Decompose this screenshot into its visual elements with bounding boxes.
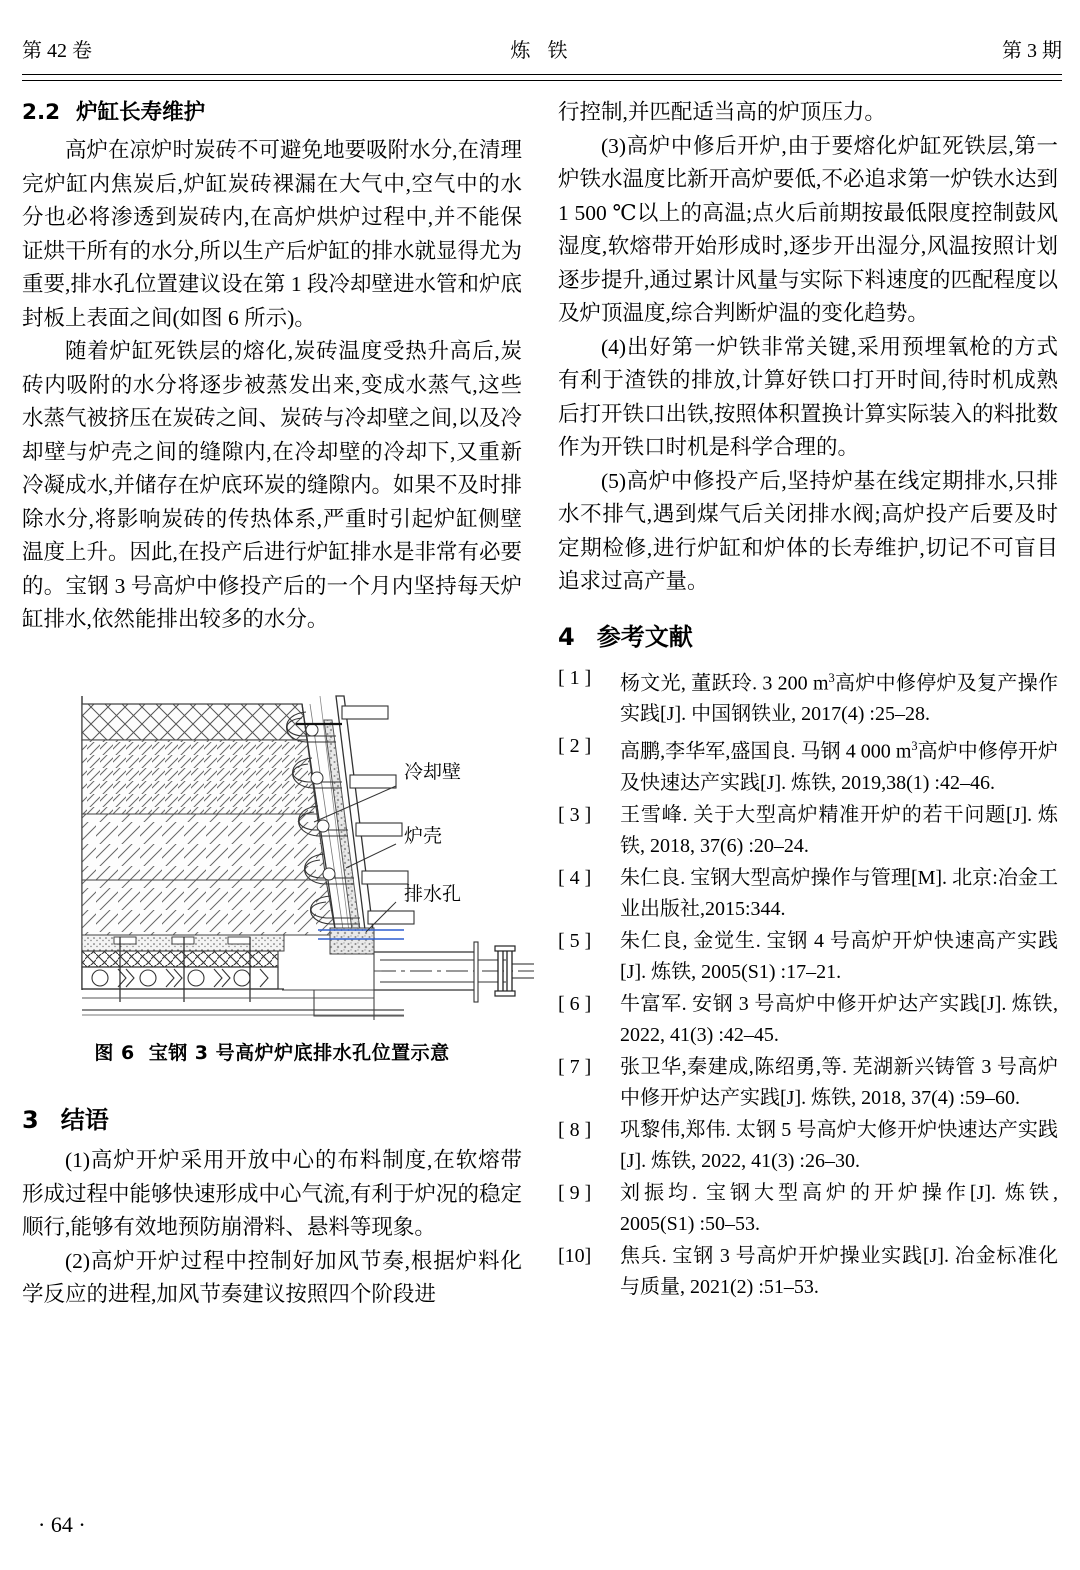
reference-tag: [ 2 ]: [558, 735, 592, 758]
conclusion-1: (1)高炉开炉采用开放中心的布料制度,在软熔带形成过程中能够快速形成中心气流,有利于炉况的稳定顺行,能够有效地预防崩滑料、悬料等现象。: [22, 1148, 522, 1239]
conclusion-2: (2)高炉开炉过程中控制好加风节奏,根据炉料化学反应的进程,加风节奏建议按照四个阶段进: [22, 1248, 522, 1306]
reference-item: [558, 1052, 1058, 1114]
reference-tag: [10]: [558, 1244, 592, 1267]
conclusion-5: (5)高炉中修投产后,坚持炉基在线定期排水,只排水不排气,遇到煤气后关闭排水阀;高炉投产后要及时定期检修,进行炉缸和炉体的长寿维护,切记不可盲目追求过高产量。: [558, 468, 1058, 593]
header-divider: [22, 74, 1062, 81]
figure-6: [22, 690, 522, 1065]
paragraph-2: 随着炉缸死铁层的熔化,炭砖温度受热升高后,炭砖内吸附的水分将逐步被蒸发出来,变成水蒸气,这些水蒸气被挤压在炭砖之间、炭砖与冷却壁之间,以及冷却壁与炉壳之间的缝隙内,在冷却壁的冷却下,又重新冷凝成水,并储存在炉底环炭的缝隙内。如果不及时排除水分,将影响炭砖的传热体系,严重时引起炉缸侧壁温度上升。因此,在投产后进行炉缸排水是非常有必要的。宝钢 3 号高炉中修投产后的一个月内坚持每天炉缸排水,依然能排出较多的水分。: [22, 339, 522, 631]
reference-item: [558, 1241, 1058, 1303]
reference-text-a: 焦兵. 宝钢 3 号高炉开炉操业实践[J]. 冶金标准化与质量, 2021(2) :51–53.: [620, 1244, 1058, 1298]
reference-item: [558, 989, 1058, 1051]
reference-item: [558, 926, 1058, 988]
figure-6-caption: [22, 1038, 522, 1065]
reference-tag: [ 4 ]: [558, 866, 592, 889]
section-heading-4: [558, 617, 1058, 657]
reference-text-a: 朱仁良, 金觉生. 宝钢 4 号高炉开炉快速高产实践[J]. 炼铁, 2005(S1) :17–21.: [620, 929, 1058, 983]
reference-tag: [ 8 ]: [558, 1118, 592, 1141]
issue-label: 第 3 期: [1002, 40, 1062, 62]
section-heading-3: [22, 1100, 522, 1140]
reference-text-b: 高炉中修停炉及复产操作实践[J]. 中国钢铁业, 2017(4) :25–28.: [620, 672, 1058, 726]
conclusion-4: (4)出好第一炉铁非常关键,采用预埋氧枪的方式有利于渣铁的排放,计算好铁口打开时间,待时机成熟后打开铁口出铁,按照体积置换计算实际装入的料批数作为开铁口时机是科学合理的。: [558, 334, 1058, 459]
label-drain-hole: 排水孔: [404, 883, 462, 905]
reference-tag: [ 7 ]: [558, 1055, 592, 1078]
reference-text-a: 张卫华,秦建成,陈绍勇,等. 芜湖新兴铸管 3 号高炉中修开炉达产实践[J]. 炼铁, 2018, 37(4) :59–60.: [620, 1055, 1058, 1109]
figure-number: 图 6: [94, 1042, 135, 1064]
journal-title: 炼 铁: [510, 40, 574, 62]
section-number: 2.2: [22, 100, 61, 125]
reference-superscript: 3: [828, 670, 835, 685]
reference-text-a: 王雪峰. 关于大型高炉精准开炉的若干问题[J]. 炼铁, 2018, 37(6) :20–24.: [620, 803, 1058, 857]
section-4-title: 参考文献: [596, 622, 693, 651]
reference-item: [558, 863, 1058, 925]
volume-label: 第 42 卷: [22, 40, 92, 62]
reference-item: [558, 663, 1058, 731]
section-heading-2-2: [22, 96, 522, 130]
figure-6-drawing: [74, 690, 534, 1028]
reference-tag: [ 6 ]: [558, 992, 592, 1015]
page-number: · 64 ·: [38, 1512, 86, 1537]
figure-title: 宝钢 3 号高炉炉底排水孔位置示意: [148, 1042, 450, 1064]
conclusion-2-continued: 行控制,并匹配适当高的炉顶压力。: [558, 100, 886, 124]
reference-text-a: 刘振均. 宝钢大型高炉的开炉操作[J]. 炼铁, 2005(S1) :50–53.: [620, 1181, 1058, 1235]
reference-item: [558, 1115, 1058, 1177]
right-column: [558, 96, 1058, 1304]
reference-tag: [ 3 ]: [558, 803, 592, 826]
reference-text-b: 高炉中修停开炉及快速达产实践[J]. 炼铁, 2019,38(1) :42–46.: [620, 740, 1059, 794]
left-column: [22, 96, 522, 637]
reference-superscript: 3: [911, 739, 918, 754]
reference-tag: [ 1 ]: [558, 666, 592, 689]
reference-text-a: 朱仁良. 宝钢大型高炉操作与管理[M]. 北京:冶金工业出版社,2015:344.: [620, 866, 1058, 920]
paragraph-1: 高炉在凉炉时炭砖不可避免地要吸附水分,在清理完炉缸内焦炭后,炉缸炭砖裸漏在大气中,空气中的水分也必将渗透到炭砖内,在高炉烘炉过程中,并不能保证烘干所有的水分,所以生产后炉缸的排水就显得尤为重要,排水孔位置建议设在第 1 段冷却壁进水管和炉底封板上表面之间(如图 6 所示)。: [22, 138, 522, 330]
section-3-title: 结语: [60, 1106, 109, 1134]
left-column-lower: [22, 1092, 522, 1312]
reference-tag: [ 9 ]: [558, 1181, 592, 1204]
reference-item: [558, 731, 1058, 799]
reference-item: [558, 1178, 1058, 1240]
conclusion-3: (3)高炉中修后开炉,由于要熔化炉缸死铁层,第一炉铁水温度比新开高炉要低,不必追求第一炉铁水达到 1 500 ℃以上的高温;点火后前期按最低限度控制鼓风湿度,软熔带开始形成时,逐步开出湿分,风温按照计划逐步提升,通过累计风量与实际下料速度的匹配程度以及炉顶温度,综合判断炉温的变化趋势。: [558, 133, 1058, 325]
reference-text-a: 高鹏,李华军,盛国良. 马钢 4 000 m: [620, 740, 912, 763]
label-cooling-stave: 冷却壁: [404, 761, 462, 783]
reference-item: [558, 800, 1058, 862]
running-head: [22, 34, 1062, 68]
reference-tag: [ 5 ]: [558, 929, 592, 952]
section-4-number: 4: [558, 622, 575, 651]
reference-text-a: 牛富军. 安钢 3 号高炉中修开炉达产实践[J]. 炼铁, 2022, 41(3) :42–45.: [620, 992, 1058, 1046]
blast-furnace-hearth-diagram: [74, 690, 534, 1028]
reference-text-a: 杨文光, 董跃玲. 3 200 m: [620, 672, 829, 695]
reference-text-a: 巩黎伟,郑伟. 太钢 5 号高炉大修开炉快速达产实践[J]. 炼铁, 2022, 41(3) :26–30.: [620, 1118, 1058, 1172]
section-title: 炉缸长寿维护: [76, 100, 206, 125]
label-furnace-shell: 炉壳: [404, 825, 443, 847]
section-3-number: 3: [22, 1106, 39, 1134]
reference-list: [558, 663, 1058, 1303]
